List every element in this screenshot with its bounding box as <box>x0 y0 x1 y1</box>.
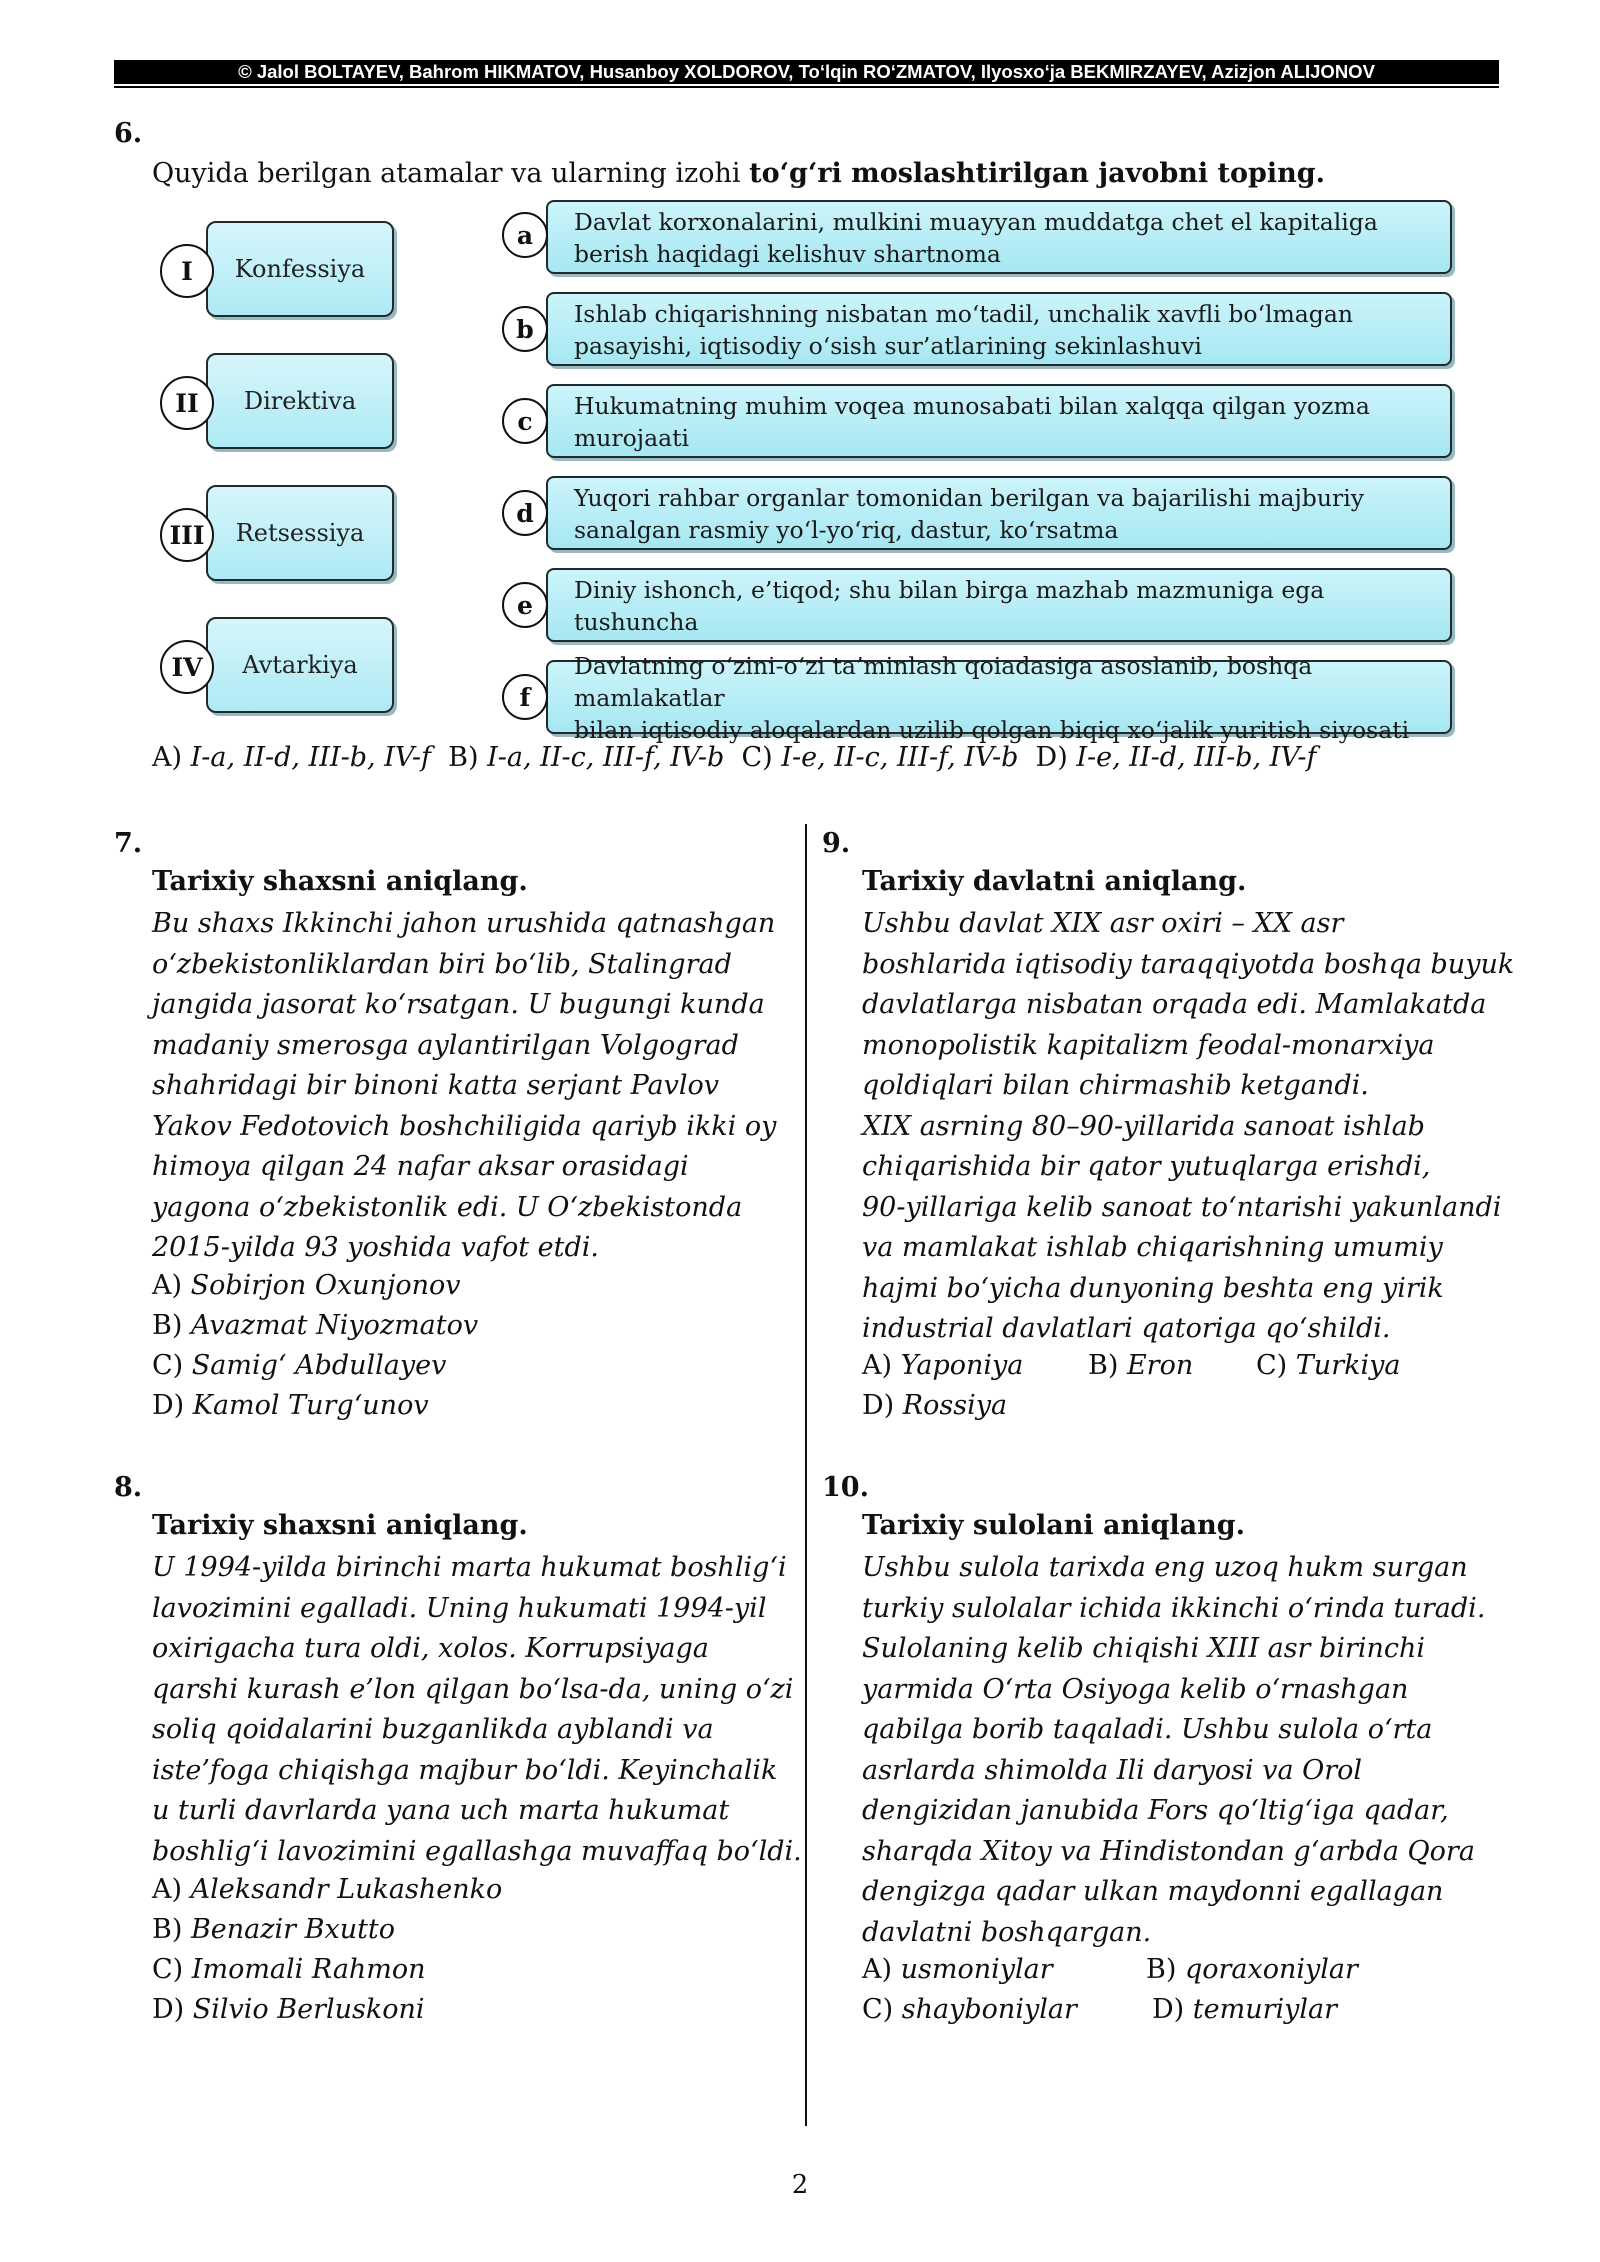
body-line: hajmi bo‘yicha dunyoning beshta eng yirik <box>862 1272 1444 1304</box>
option-text: usmoniylar <box>900 1954 1053 1985</box>
body-line: sharqda Xitoy va Hindistondan g‘arbda Qora <box>862 1835 1475 1867</box>
definition-line: berish haqidagi kelishuv shartnoma <box>574 240 1001 268</box>
body-line: madaniy smerosga aylantirilgan Volgograd <box>152 1029 739 1061</box>
body-line: lavozimini egalladi. Uning hukumati 1994-yil <box>152 1592 767 1624</box>
body-line: qarshi kurash e’lon qilgan bo‘lsa-da, uning o‘zi <box>152 1673 794 1705</box>
option-letter: B) <box>152 1914 183 1945</box>
body-line: dengizidan janubida Fors qo‘ltig‘iga qadar, <box>862 1795 1449 1826</box>
q8-title: Tarixiy shaxsni aniqlang. <box>152 1510 528 1541</box>
body-line: jangida jasorat ko‘rsatgan. U bugungi kunda <box>152 989 765 1020</box>
body-line: 90-yillariga kelib sanoat to‘ntarishi yakunlandi <box>862 1191 1502 1223</box>
body-line: 2015-yilda 93 yoshida vafot etdi. <box>152 1232 599 1263</box>
body-line: chiqarishida bir qator yutuqlarga erishdi, <box>862 1151 1431 1182</box>
q9-option-a[interactable] <box>862 1350 1023 1381</box>
term-label: Konfessiya <box>234 255 366 283</box>
definition-box-b <box>546 292 1452 366</box>
definition-line: Diniy ishonch, e’tiqod; shu bilan birga mazhab mazmuniga ega tushuncha <box>574 576 1325 636</box>
definition-letter: b <box>502 306 548 352</box>
q8-option-c[interactable] <box>152 1954 426 1985</box>
q7-option-d[interactable] <box>152 1390 429 1421</box>
q9-option-b[interactable] <box>1088 1350 1193 1381</box>
option-text: Rossiya <box>902 1390 1008 1421</box>
term-numeral: I <box>160 244 214 298</box>
body-line: asrlarda shimolda Ili daryosi va Orol <box>862 1754 1363 1786</box>
option-letter: A) <box>152 1874 183 1905</box>
q7-option-b[interactable] <box>152 1310 478 1341</box>
q9-body <box>862 904 1514 1350</box>
q9-title: Tarixiy davlatni aniqlang. <box>862 866 1247 897</box>
option-text: shayboniylar <box>901 1994 1077 2025</box>
term-label: Avtarkiya <box>242 651 358 679</box>
definition-box-d <box>546 476 1452 550</box>
definition-line: Davlatning o‘zini-o‘zi ta’minlash qoiadasiga asoslanib, boshqa mamlakatlar <box>574 652 1313 712</box>
option-text: I-a, II-d, III-b, IV-f <box>190 742 431 773</box>
option-text: Kamol Turg‘unov <box>192 1390 429 1421</box>
term-label: Retsessiya <box>235 519 365 547</box>
term-label: Direktiva <box>243 387 357 415</box>
option-letter: D) <box>152 1390 185 1421</box>
option-text: Eron <box>1126 1350 1194 1381</box>
term-box-4 <box>206 617 394 713</box>
option-letter: A) <box>862 1954 893 1985</box>
q10-option-c[interactable] <box>862 1994 1077 2025</box>
column-divider <box>805 824 807 2126</box>
body-line: va mamlakat ishlab chiqarishning umumiy <box>862 1232 1443 1263</box>
option-text: Turkiya <box>1295 1350 1401 1381</box>
q10-option-a[interactable] <box>862 1954 1053 1985</box>
body-line: oxirigacha tura oldi, xolos. Korrupsiyaga <box>152 1633 709 1664</box>
definition-line: pasayishi, iqtisodiy o‘sish sur’atlarining sekinlashuvi <box>574 332 1202 360</box>
term-numeral: III <box>160 508 214 562</box>
option-text: qoraxoniylar <box>1184 1954 1358 1985</box>
q9-option-d[interactable] <box>862 1390 1007 1421</box>
definition-line: sanalgan rasmiy yo‘l-yo‘riq, dastur, ko‘rsatma <box>574 516 1119 544</box>
header-rule <box>114 86 1499 88</box>
q6-number: 6. <box>114 118 143 149</box>
body-line: yagona o‘zbekistonlik edi. U O‘zbekistonda <box>152 1191 743 1223</box>
body-line: Ushbu sulola tarixda eng uzoq hukm surgan <box>862 1552 1468 1583</box>
body-line: XIX asrning 80–90-yillarida sanoat ishlab <box>862 1110 1425 1142</box>
option-text: Benazir Bxutto <box>190 1914 396 1945</box>
definition-box-e <box>546 568 1452 642</box>
term-box-1 <box>206 221 394 317</box>
option-text: I-e, II-c, III-f, IV-b <box>781 742 1019 773</box>
option-text: temuriylar <box>1192 1994 1338 2025</box>
q10-body <box>862 1548 1485 1953</box>
option-letter: D) <box>152 1994 185 2025</box>
body-line: Sulolaning kelib chiqishi XIII asr birinchi <box>862 1633 1426 1664</box>
q10-option-b[interactable] <box>1146 1954 1358 1985</box>
body-line: qoldiqlari bilan chirmashib ketgandi. <box>862 1070 1369 1101</box>
q6-answers <box>152 742 1317 773</box>
q8-option-b[interactable] <box>152 1914 395 1945</box>
option-text: Avazmat Niyozmatov <box>190 1310 479 1341</box>
body-line: o‘zbekistonliklardan biri bo‘lib, Stalingrad <box>152 948 732 980</box>
term-numeral: IV <box>160 640 214 694</box>
definition-letter: d <box>502 490 548 536</box>
q8-option-a[interactable] <box>152 1874 502 1905</box>
body-line: himoya qilgan 24 nafar aksar orasidagi <box>152 1151 689 1182</box>
option-letter: C) <box>152 1954 184 1985</box>
q10-option-d[interactable] <box>1152 1994 1337 2025</box>
body-line: davlatlarga nisbatan orqada edi. Mamlakatda <box>862 989 1487 1020</box>
copyright-header: © Jalol BOLTAYEV, Bahrom HIKMATOV, Husanboy XOLDOROV, To‘lqin RO‘ZMATOV, Ilyosxo‘ja BEKMIRZAYEV, Azizjon ALIJONOV <box>114 60 1499 84</box>
option-letter: A) <box>862 1350 893 1381</box>
definition-line: Ishlab chiqarishning nisbatan mo‘tadil, unchalik xavfli bo‘lmagan <box>574 300 1353 328</box>
body-line: U 1994-yilda birinchi marta hukumat boshlig‘i <box>152 1552 787 1583</box>
option-letter: A) <box>152 742 183 773</box>
body-line: u turli davrlarda yana uch marta hukumat <box>152 1795 730 1826</box>
body-line: turkiy sulolalar ichida ikkinchi o‘rinda turadi. <box>862 1592 1486 1624</box>
option-letter: D) <box>1152 1994 1185 2025</box>
definition-box-c <box>546 384 1452 458</box>
q10-title: Tarixiy sulolani aniqlang. <box>862 1510 1245 1541</box>
q8-option-d[interactable] <box>152 1994 425 2025</box>
q6-option-a[interactable] <box>152 742 431 773</box>
definition-line: murojaati <box>574 424 690 452</box>
q6-option-d[interactable] <box>1036 742 1317 773</box>
option-text: Sobirjon Oxunjonov <box>190 1270 461 1301</box>
q6-stem-bold: to‘g‘ri moslashtirilgan javobni toping. <box>749 158 1326 189</box>
option-letter: B) <box>1146 1954 1177 1985</box>
body-line: yarmida O‘rta Osiyoga kelib o‘rnashgan <box>862 1673 1409 1705</box>
definition-letter: e <box>502 582 548 628</box>
body-line: monopolistik kapitalizm feodal-monarxiya <box>862 1029 1435 1061</box>
definition-box-f <box>546 652 1452 744</box>
q9-option-c[interactable] <box>1256 1350 1400 1381</box>
page-number: 2 <box>791 2170 809 2200</box>
option-letter: B) <box>1088 1350 1119 1381</box>
definition-box-a <box>546 200 1452 274</box>
option-letter: D) <box>862 1390 895 1421</box>
option-text: I-e, II-d, III-b, IV-f <box>1076 742 1317 773</box>
q7-number: 7. <box>114 828 143 859</box>
option-letter: B) <box>152 1310 183 1341</box>
q7-option-c[interactable] <box>152 1350 446 1381</box>
body-line: iste’foga chiqishga majbur bo‘ldi. Keyinchalik <box>152 1754 778 1786</box>
definition-line: Yuqori rahbar organlar tomonidan berilgan va bajarilishi majburiy <box>574 484 1365 512</box>
body-line: Ushbu davlat XIX asr oxiri – XX asr <box>862 908 1344 939</box>
option-text: Silvio Berluskoni <box>192 1994 425 2025</box>
body-line: dengizga qadar ulkan maydonni egallagan <box>862 1876 1444 1907</box>
definition-line: Davlat korxonalarini, mulkini muayyan muddatga chet el kapitaliga <box>574 208 1378 236</box>
option-text: Samig‘ Abdullayev <box>191 1350 447 1381</box>
option-text: Yaponiya <box>900 1350 1024 1381</box>
q9-number: 9. <box>822 828 851 859</box>
option-text: Imomali Rahmon <box>191 1954 426 1985</box>
option-text: Aleksandr Lukashenko <box>190 1874 503 1905</box>
q7-option-a[interactable] <box>152 1270 460 1301</box>
option-text: I-a, II-c, III-f, IV-b <box>487 742 725 773</box>
option-letter: C) <box>741 742 773 773</box>
q10-number: 10. <box>822 1472 869 1503</box>
option-letter: D) <box>1035 742 1068 773</box>
q6-stem <box>152 158 1325 189</box>
body-line: shahridagi bir binoni katta serjant Pavlov <box>152 1070 720 1101</box>
body-line: soliq qoidalarini buzganlikda ayblandi va <box>152 1714 714 1745</box>
option-letter: B) <box>448 742 479 773</box>
body-line: Yakov Fedotovich boshchiligida qariyb ikki oy <box>152 1110 777 1142</box>
q8-body <box>152 1548 802 1872</box>
q8-number: 8. <box>114 1472 143 1503</box>
option-letter: C) <box>862 1994 894 2025</box>
body-line: boshlarida iqtisodiy taraqqiyotda boshqa buyuk <box>862 948 1515 980</box>
term-box-2 <box>206 353 394 449</box>
definition-line: Hukumatning muhim voqea munosabati bilan xalqqa qilgan yozma <box>574 392 1370 420</box>
body-line: industrial davlatlari qatoriga qo‘shildi. <box>862 1313 1391 1344</box>
definition-letter: a <box>502 212 548 258</box>
q7-body <box>152 904 776 1269</box>
q6-option-b[interactable] <box>448 742 724 773</box>
definition-line: bilan iqtisodiy aloqalardan uzilib qolgan biqiq xo‘jalik yuritish siyosati <box>574 716 1410 744</box>
term-numeral: II <box>160 376 214 430</box>
q7-title: Tarixiy shaxsni aniqlang. <box>152 866 528 897</box>
q6-option-c[interactable] <box>741 742 1018 773</box>
option-letter: C) <box>152 1350 184 1381</box>
body-line: davlatni boshqargan. <box>862 1916 1152 1948</box>
option-letter: A) <box>152 1270 183 1301</box>
option-letter: C) <box>1256 1350 1288 1381</box>
definition-letter: f <box>502 674 548 720</box>
definition-letter: c <box>502 398 548 444</box>
body-line: Bu shaxs Ikkinchi jahon urushida qatnashgan <box>152 908 776 939</box>
body-line: boshlig‘i lavozimini egallashga muvaffaq bo‘ldi. <box>152 1835 802 1867</box>
q6-stem-plain: Quyida berilgan atamalar va ularning izohi <box>152 158 750 189</box>
body-line: qabilga borib taqaladi. Ushbu sulola o‘rta <box>862 1714 1433 1745</box>
term-box-3 <box>206 485 394 581</box>
